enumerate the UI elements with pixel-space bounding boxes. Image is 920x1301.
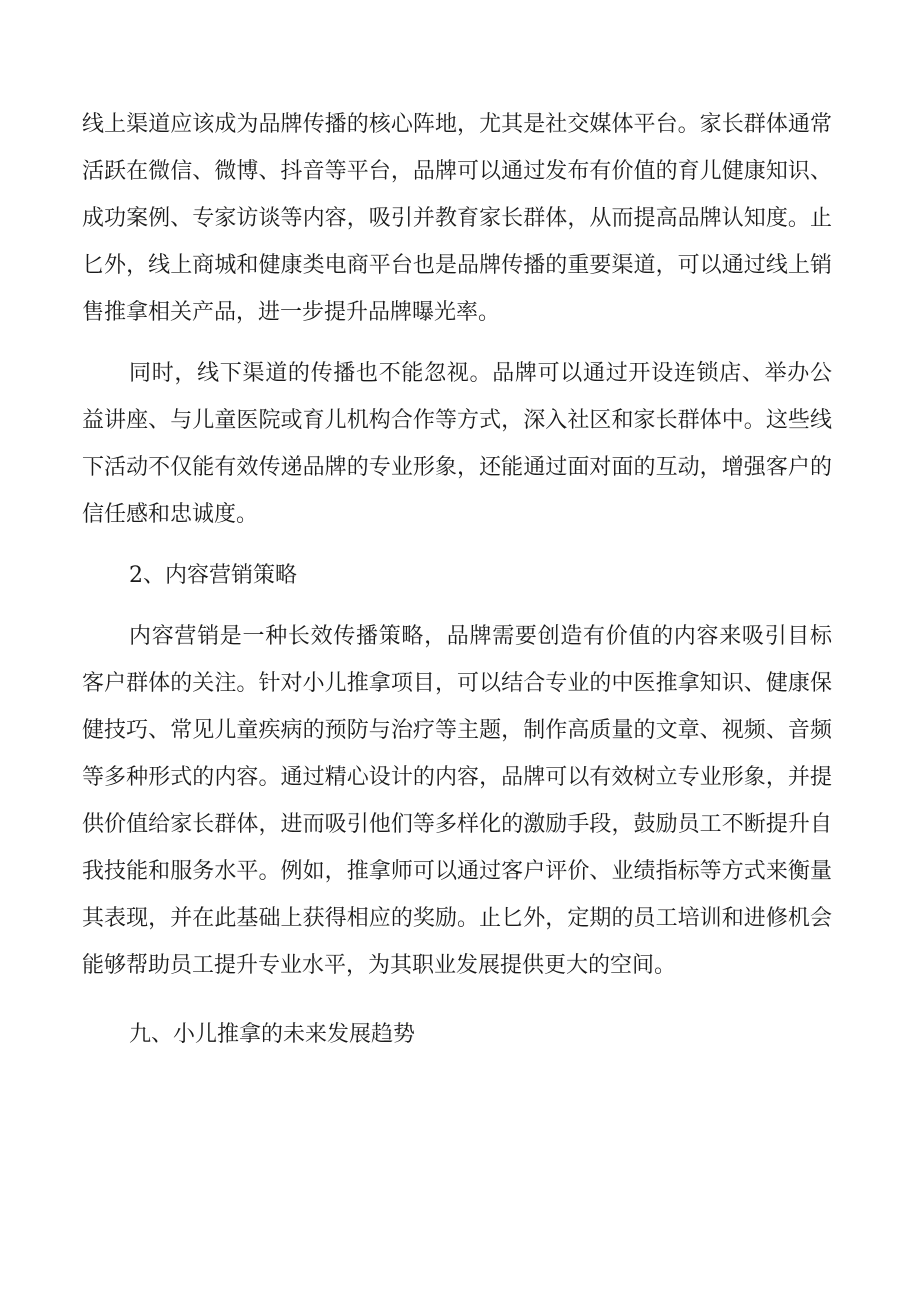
paragraph-content-marketing: 内容营销是一种长效传播策略，品牌需要创造有价值的内容来吸引目标客户群体的关注。针对小儿推拿项目，可以结合专业的中医推拿知识、健康保健技巧、常见儿童疾病的预防与治疗等主题，制作高质量的文章、视频、音频等多种形式的内容。通过精心设计的内容，品牌可以有效树立专业形象，并提供价值给家长群体，进而吸引他们等多样化的激励手段，鼓励员工不断提升自我技能和服务水平。例如，推拿师可以通过客户评价、业绩指标等方式来衡量其表现，并在此基础上获得相应的奖励。止匕外，定期的员工培训和进修机会能够帮助员工提升专业水平，为其职业发展提供更大的空间。 [82,624,832,978]
document-body [82,101,832,1072]
section-heading-future-trends: 九、小儿推拿的未来发展趋势 [129,1022,416,1047]
subheading-content-marketing: 2、内容营销策略 [129,563,297,588]
paragraph-online-channels: 线上渠道应该成为品牌传播的核心阵地，尤其是社交媒体平台。家长群体通常活跃在微信、微博、抖音等平台，品牌可以通过发布有价值的育儿健康知识、成功案例、专家访谈等内容，吸引并教育家长群体，从而提高品牌认知度。止匕外，线上商城和健康类电商平台也是品牌传播的重要渠道，可以通过线上销售推拿相关产品，进一步提升品牌曝光率。 [82,112,832,325]
paragraph-offline-channels: 同时，线下渠道的传播也不能忽视。品牌可以通过开设连锁店、举办公益讲座、与儿童医院或育儿机构合作等方式，深入社区和家长群体中。这些线下活动不仅能有效传递品牌的专业形象，还能通过面对面的互动，增强客户的信任感和忠诚度。 [82,361,832,527]
